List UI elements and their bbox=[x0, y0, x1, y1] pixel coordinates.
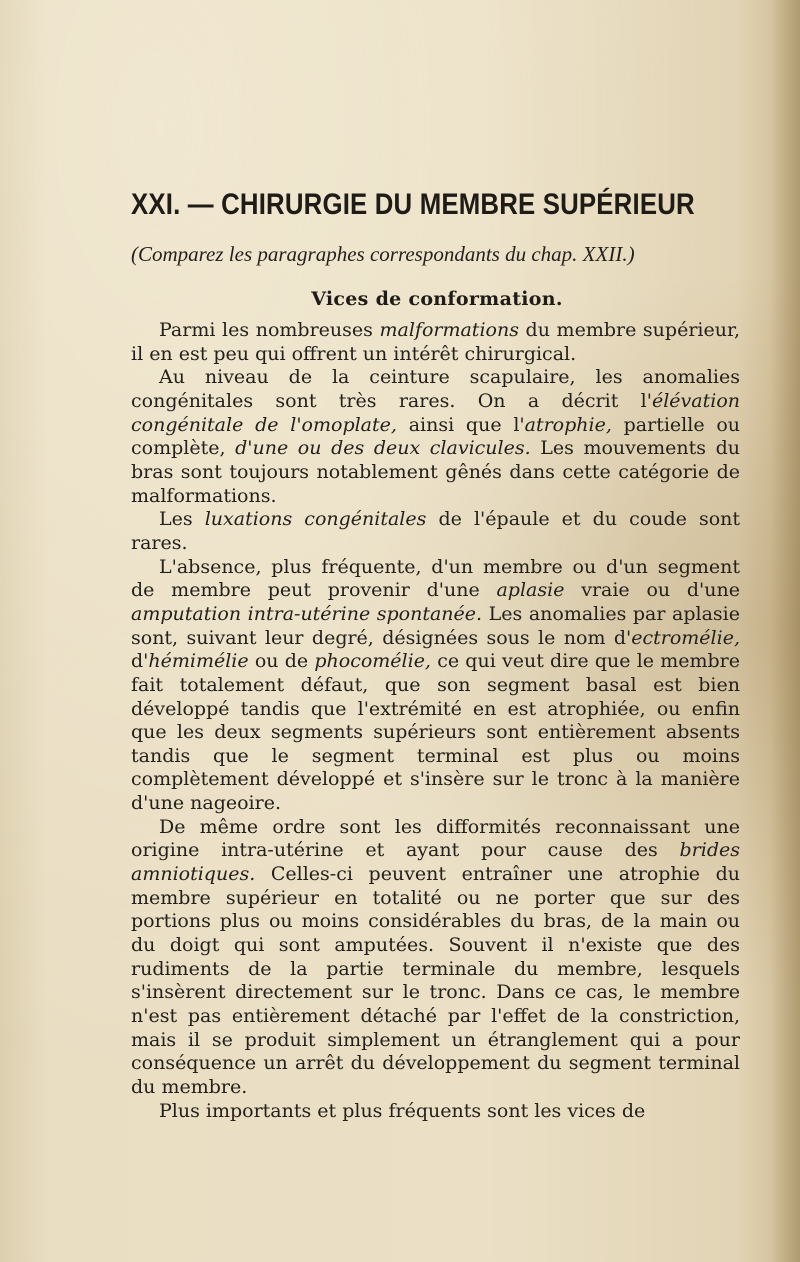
paragraph-1: Parmi les nombreuses malformations du membre supérieur, il en est peu qui offrent un intérêt chirurgical. bbox=[131, 319, 740, 365]
paragraph-5: De même ordre sont les difformités reconnaissant une origine intra-utérine et ayant pour cause des brides amniotiques. Celles-ci peuvent entraîner une atrophie du membre supérieur en totalité ou ne porter que sur des portions plus ou moins considérables du bras, de la main ou du doigt qui sont amputées. Souvent il n'existe que des rudiments de la partie terminale du membre, lesquels s'insèrent directement sur le tronc. Dans ce cas, le membre n'est pas entièrement détaché par l'effet de la constriction, mais il se produit simplement un étranglement qui a pour conséquence un arrêt du développement du segment terminal du membre. bbox=[131, 815, 740, 1098]
body-text bbox=[131, 319, 740, 1123]
chapter-title: XXI. — CHIRURGIE DU MEMBRE SUPÉRIEUR bbox=[131, 188, 695, 221]
section-heading: Vices de conformation. bbox=[311, 288, 563, 310]
page-edge-shadow bbox=[770, 0, 800, 1262]
paragraph-6: Plus importants et plus fréquents sont les vices de bbox=[159, 1099, 646, 1122]
paragraph-4: L'absence, plus fréquente, d'un membre ou d'un segment de membre peut provenir d'une aplasie vraie ou d'une amputation intra-utérine spontanée. Les anomalies par aplasie sont, suivant leur degré, désignées sous le nom d'ectromélie, d'hémimélie ou de phocomélie, ce qui veut dire que le membre fait totalement défaut, que son segment basal est bien développé tandis que l'extrémité en est atrophiée, ou enfin que les deux segments supérieurs sont entièrement absents tandis que le segment terminal est plus ou moins complètement développé et s'insère sur le tronc à la manière d'une nageoire. bbox=[131, 555, 740, 815]
chapter-subtitle: (Comparez les paragraphes correspondants du chap. XXII.) bbox=[131, 242, 635, 266]
paragraph-2: Au niveau de la ceinture scapulaire, les anomalies congénitales sont très rares. On a décrit l'élévation congénitale de l'omoplate, ainsi que l'atrophie, partielle ou complète, d'une ou des deux clavicules. Les mouvements du bras sont toujours notablement gênés dans cette catégorie de malformations. bbox=[131, 366, 740, 507]
paragraph-3: Les luxations congénitales de l'épaule et du coude sont rares. bbox=[131, 508, 741, 554]
